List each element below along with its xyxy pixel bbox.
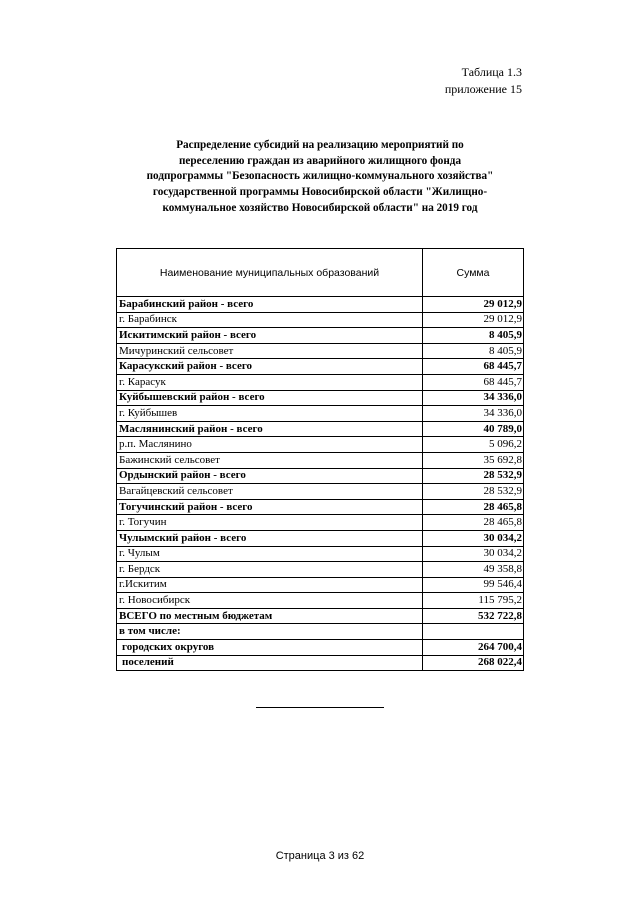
municipality-name-cell: г. Бердск bbox=[117, 562, 423, 578]
title-line: государственной программы Новосибирской области "Жилищно- bbox=[152, 186, 488, 199]
table-row bbox=[117, 406, 524, 422]
table-reference bbox=[445, 64, 522, 98]
amount-cell: 532 722,8 bbox=[423, 608, 524, 624]
amount-cell: 28 465,8 bbox=[423, 499, 524, 515]
table-row bbox=[117, 530, 524, 546]
municipality-name-cell: г.Искитим bbox=[117, 577, 423, 593]
amount-cell: 28 465,8 bbox=[423, 515, 524, 531]
municipality-name-cell: Искитимский район - всего bbox=[117, 328, 423, 344]
municipality-name-cell: Барабинский район - всего bbox=[117, 297, 423, 313]
municipality-name-cell: г. Тогучин bbox=[117, 515, 423, 531]
table-row bbox=[117, 593, 524, 609]
municipality-name-cell: Куйбышевский район - всего bbox=[117, 390, 423, 406]
amount-cell: 35 692,8 bbox=[423, 452, 524, 468]
column-header-amount: Сумма bbox=[423, 249, 524, 297]
page-number: Страница 3 из 62 bbox=[275, 850, 365, 862]
table-row bbox=[117, 468, 524, 484]
amount-cell: 68 445,7 bbox=[423, 374, 524, 390]
table-row bbox=[117, 312, 524, 328]
amount-cell: 28 532,9 bbox=[423, 468, 524, 484]
amount-cell: 40 789,0 bbox=[423, 421, 524, 437]
table-number: Таблица 1.3 bbox=[461, 65, 522, 79]
table-row bbox=[117, 655, 524, 671]
municipality-name-cell: г. Новосибирск bbox=[117, 593, 423, 609]
table-row bbox=[117, 624, 524, 640]
municipality-name-cell: Вагайцевский сельсовет bbox=[117, 484, 423, 500]
amount-cell: 28 532,9 bbox=[423, 484, 524, 500]
municipality-name-cell: поселений bbox=[117, 655, 423, 671]
municipality-name-cell: Маслянинский район - всего bbox=[117, 421, 423, 437]
table-row bbox=[117, 546, 524, 562]
table-row bbox=[117, 374, 524, 390]
amount-cell bbox=[423, 624, 524, 640]
table-row bbox=[117, 577, 524, 593]
amount-cell: 34 336,0 bbox=[423, 390, 524, 406]
table-row bbox=[117, 359, 524, 375]
municipality-name-cell: г. Чулым bbox=[117, 546, 423, 562]
amount-cell: 268 022,4 bbox=[423, 655, 524, 671]
appendix-label: приложение 15 bbox=[444, 82, 522, 96]
table-row bbox=[117, 562, 524, 578]
separator-line bbox=[256, 707, 384, 708]
municipality-name-cell: в том числе: bbox=[117, 624, 423, 640]
title-line: переселению граждан из аварийного жилищного фонда bbox=[178, 154, 462, 167]
table-row bbox=[117, 515, 524, 531]
subsidies-table bbox=[116, 248, 524, 671]
amount-cell: 8 405,9 bbox=[423, 328, 524, 344]
amount-cell: 29 012,9 bbox=[423, 297, 524, 313]
municipality-name-cell: Мичуринский сельсовет bbox=[117, 343, 423, 359]
document-title bbox=[100, 138, 540, 217]
amount-cell: 115 795,2 bbox=[423, 593, 524, 609]
amount-cell: 8 405,9 bbox=[423, 343, 524, 359]
municipality-name-cell: г. Барабинск bbox=[117, 312, 423, 328]
municipality-name-cell: городских округов bbox=[117, 640, 423, 656]
amount-cell: 34 336,0 bbox=[423, 406, 524, 422]
amount-cell: 49 358,8 bbox=[423, 562, 524, 578]
amount-cell: 30 034,2 bbox=[423, 530, 524, 546]
table-row bbox=[117, 297, 524, 313]
municipality-name-cell: г. Куйбышев bbox=[117, 406, 423, 422]
table-header-row bbox=[117, 249, 524, 297]
table-row bbox=[117, 328, 524, 344]
municipality-name-cell: р.п. Маслянино bbox=[117, 437, 423, 453]
municipality-name-cell: Ордынский район - всего bbox=[117, 468, 423, 484]
table-row bbox=[117, 640, 524, 656]
title-line: коммунальное хозяйство Новосибирской области" на 2019 год bbox=[162, 201, 478, 214]
table-row bbox=[117, 390, 524, 406]
municipality-name-cell: Чулымский район - всего bbox=[117, 530, 423, 546]
table-row bbox=[117, 452, 524, 468]
table-row bbox=[117, 343, 524, 359]
table-row bbox=[117, 421, 524, 437]
amount-cell: 264 700,4 bbox=[423, 640, 524, 656]
amount-cell: 29 012,9 bbox=[423, 312, 524, 328]
municipality-name-cell: Тогучинский район - всего bbox=[117, 499, 423, 515]
table-row bbox=[117, 608, 524, 624]
column-header-name: Наименование муниципальных образований bbox=[117, 249, 423, 297]
amount-cell: 99 546,4 bbox=[423, 577, 524, 593]
municipality-name-cell: г. Карасук bbox=[117, 374, 423, 390]
amount-cell: 5 096,2 bbox=[423, 437, 524, 453]
amount-cell: 68 445,7 bbox=[423, 359, 524, 375]
title-line: подпрограммы "Безопасность жилищно-коммунального хозяйства" bbox=[146, 170, 494, 183]
title-line: Распределение субсидий на реализацию мероприятий по bbox=[176, 139, 464, 151]
municipality-name-cell: Бажинский сельсовет bbox=[117, 452, 423, 468]
table-row bbox=[117, 437, 524, 453]
amount-cell: 30 034,2 bbox=[423, 546, 524, 562]
table-row bbox=[117, 499, 524, 515]
table-body bbox=[117, 297, 524, 671]
municipality-name-cell: Карасукский район - всего bbox=[117, 359, 423, 375]
municipality-name-cell: ВСЕГО по местным бюджетам bbox=[117, 608, 423, 624]
table-row bbox=[117, 484, 524, 500]
